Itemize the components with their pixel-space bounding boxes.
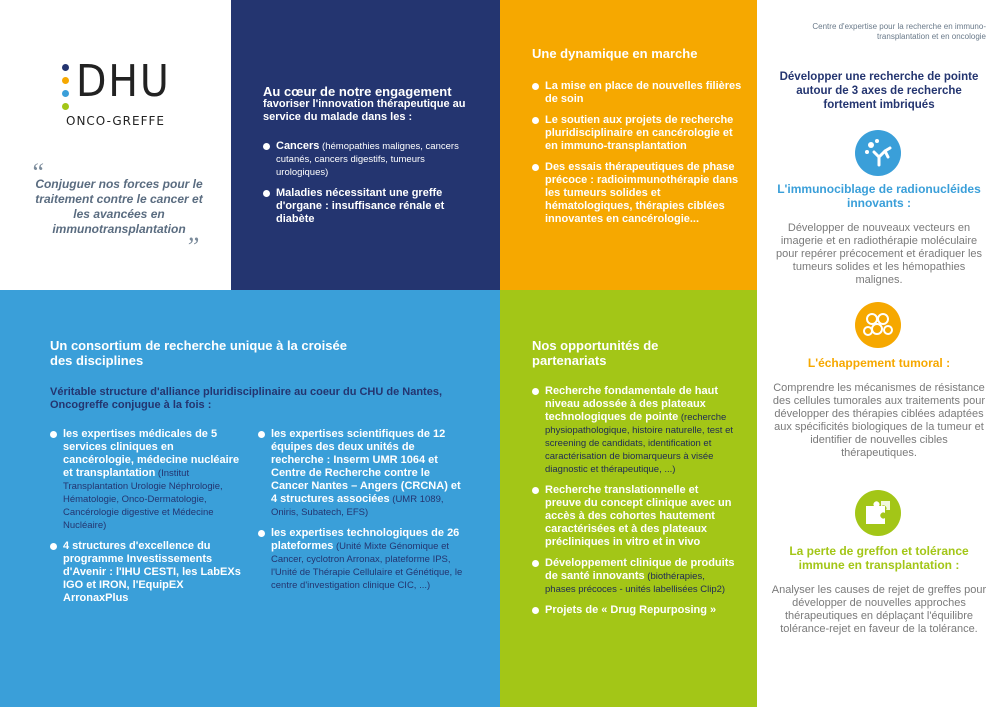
- list-item: [50, 428, 245, 532]
- item-detail: (Unité Mixte Génomique et Cancer, cyclotron Arronax, plateforme IPS, l'Unité de Thérapie Cellulaire et Génétique, le centre d'investigation clinique CIC, ...): [271, 541, 463, 591]
- consortium-intro: Véritable structure d'alliance pluridisciplinaire au coeur du CHU de Nantes, Oncogreffe conjugue à la fois :: [50, 386, 442, 411]
- logo-dot-blue: [62, 90, 69, 97]
- axis-title-radionuclides: L'immunociblage de radionucléides innovants :: [777, 182, 981, 210]
- consortium-list-right: [258, 428, 463, 600]
- logo-panel: [0, 0, 231, 290]
- list-item: [263, 187, 478, 226]
- quote-open-mark: “: [30, 158, 45, 187]
- logo-dot-orange: [62, 77, 69, 84]
- research-heading: Développer une recherche de pointe autour de 3 axes de recherche fortement imbriqués: [779, 71, 979, 111]
- logo-dots: [62, 64, 72, 116]
- radionuclide-icon-graphic: [855, 130, 901, 176]
- axis-text-radionuclides: Développer de nouveaux vecteurs en imagerie et en radiothérapie moléculaire pour repérer précocement et éradiquer les tumeurs solides et les hémopathies malignes.: [775, 222, 983, 286]
- list-item: [532, 385, 737, 476]
- research-axes-panel: [757, 0, 1000, 707]
- item-highlight: 26 plateformes: [271, 527, 460, 552]
- logo-sub-text: ONCO-GREFFE: [66, 114, 165, 128]
- item-detail: (Institut Transplantation Urologie Néphrologie, Hématologie, Onco-Dermatologie, Cancérologie digestive et Médecine Nucléaire): [63, 468, 223, 531]
- consortium-title: Un consortium de recherche unique à la croisée des disciplines: [50, 338, 347, 368]
- dhu-logo: [62, 56, 172, 142]
- item-text: du programme Investissements d'Avenir : l'IHU CESTI, les LabEXs IGO et IRON, l'EquipEX ArronaxPlus: [63, 540, 241, 604]
- puzzle-icon-graphic: [855, 490, 901, 536]
- item-text: les expertises médicales de: [63, 428, 211, 440]
- puzzle-icon: [855, 490, 901, 536]
- cells-icon: [855, 302, 901, 348]
- opportunites-list: [532, 385, 737, 625]
- engagement-title: Au cœur de notre engagement: [263, 84, 452, 99]
- list-item: [50, 540, 245, 605]
- list-item: [532, 484, 737, 549]
- list-item: [258, 527, 463, 592]
- dynamique-list: [532, 80, 742, 234]
- cells-icon-graphic: [855, 302, 901, 348]
- logo-dot-green: [62, 103, 69, 110]
- opportunites-panel: [500, 290, 757, 707]
- item-bold: Développement clinique de produits de santé innovants: [545, 557, 735, 582]
- item-bold: Recherche fondamentale de haut niveau adossée à des plateaux technologiques de pointe: [545, 385, 718, 423]
- list-item: Des essais thérapeutiques de phase précoce : radioimmunothérapie dans les tumeurs solides et hématologiques, thérapies ciblées innovantes en cancérologie...: [532, 161, 742, 226]
- list-item: [258, 428, 463, 519]
- item-text: les expertises technologiques de: [271, 527, 448, 539]
- axis-text-graft: Analyser les causes de rejet de greffes pour développer de nouvelles approches thérapeutiques en déplaçant l'équilibre tolérance-rejet en faveur de la tolérance.: [771, 584, 987, 635]
- engagement-list: [263, 140, 478, 234]
- item-highlight: 4 structures d'excellence: [63, 540, 195, 552]
- opportunites-title: Nos opportunités de partenariats: [532, 338, 659, 368]
- item-highlight: 12 équipes des deux unités de recherche :: [271, 428, 446, 466]
- item-text: Inserm UMR 1064 et Centre de Recherche contre le Cancer Nantes – Angers (CRCNA) et 4 structures associées: [271, 454, 461, 505]
- item-bold: Cancers: [276, 140, 320, 152]
- logo-main-text: DHU: [76, 56, 171, 107]
- item-bold: Maladies nécessitant une greffe d'organe : insuffisance rénale et diabète: [276, 187, 445, 225]
- axis-title-graft: La perte de greffon et tolérance immune en transplantation :: [789, 544, 969, 572]
- list-item: Le soutien aux projets de recherche pluridisciplinaire en cancérologie et en immuno-transplantation: [532, 114, 742, 153]
- item-text: les expertises scientifiques de: [271, 428, 434, 440]
- item-detail: (hémopathies malignes, cancers cutanés, cancers digestifs, tumeurs urologiques): [276, 141, 459, 178]
- axis-title-escape: L'échappement tumoral :: [807, 356, 951, 370]
- quote-close-mark: ”: [185, 232, 200, 261]
- list-item: La mise en place de nouvelles filières de soin: [532, 80, 742, 106]
- quote-text: Conjuguer nos forces pour le traitement contre le cancer et les avancées en immunotransplantation: [35, 177, 203, 236]
- item-bold: Recherche translationnelle et preuve du concept clinique avec un accès à des cohortes hautement caractérisées et à des plateaux précliniques in vitro et in vivo: [545, 484, 732, 548]
- list-item: [532, 557, 737, 596]
- dynamique-panel: [500, 0, 757, 290]
- item-detail: (biothérapies, phases précoces - unités labellisées Clip2): [545, 571, 726, 595]
- item-bold: Projets de « Drug Repurposing »: [545, 604, 717, 616]
- item-detail: (recherche physiopathologique, histoire naturelle, test et screening de candidats, identification et caractérisation de biomarqueurs à visée diagnostic et thérapeutique, ...): [545, 412, 734, 475]
- list-item: [532, 604, 737, 617]
- item-text: en cancérologie, médecine nucléaire et transplantation: [63, 441, 240, 479]
- header-note: Centre d'expertise pour la recherche en immuno-transplantation et en oncologie: [812, 22, 986, 41]
- engagement-panel: [231, 0, 500, 290]
- item-detail: (UMR 1089, Oniris, Subatech, EFS): [271, 494, 444, 518]
- item-highlight: 5 services cliniques: [63, 428, 218, 453]
- list-item: [263, 140, 478, 179]
- consortium-panel: [0, 290, 500, 707]
- consortium-list-left: [50, 428, 245, 613]
- logo-dot-navy: [62, 64, 69, 71]
- dynamique-title: Une dynamique en marche: [532, 46, 698, 61]
- engagement-subtitle: favoriser l'innovation thérapeutique au service du malade dans les :: [263, 98, 466, 123]
- radionuclide-icon: [855, 130, 901, 176]
- axis-text-escape: Comprendre les mécanismes de résistance des cellules tumorales aux traitements pour développer des thérapies ciblées adaptées aux spécificités biologiques de la tumeur et identifier de nouvelles cibles thérapeutiques.: [772, 382, 986, 459]
